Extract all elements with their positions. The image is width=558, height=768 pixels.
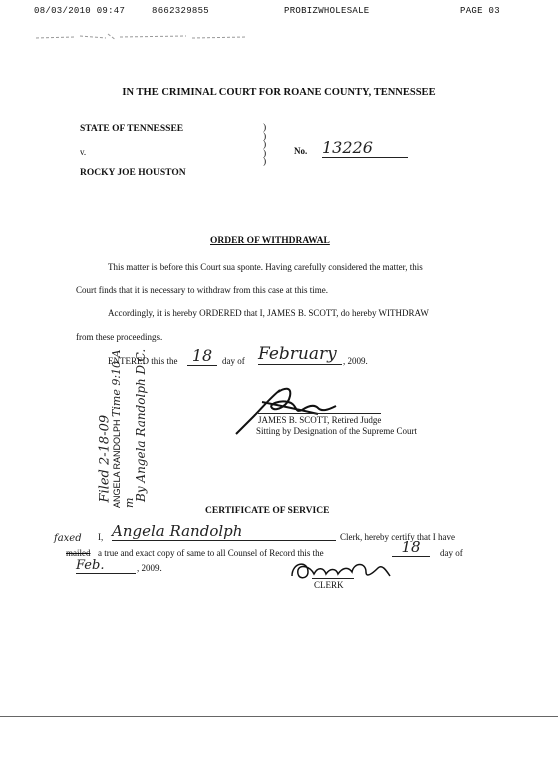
order-para2-line2: from these proceedings. [76,332,163,342]
judge-name: JAMES B. SCOTT, Retired Judge [258,415,382,425]
cert-line2: a true and exact copy of same to all Counsel of Record this the [98,548,324,558]
court-title: IN THE CRIMINAL COURT FOR ROANE COUNTY, TENNESSEE [122,87,436,98]
case-number-value: 13226 [322,138,408,158]
cert-line1-suffix: Clerk, hereby certify that I have [340,532,455,542]
order-para1-line2: Court finds that it is necessary to withdraw from this case at this time. [76,285,328,295]
certificate-heading: CERTIFICATE OF SERVICE [205,506,330,516]
versus-text: v. [80,147,87,157]
cert-clerk-name: Angela Randolph [112,522,336,541]
caption-parens: ) ) ) ) ) [263,123,267,167]
stamp-by: By Angela Randolph D.C. [134,348,148,502]
plaintiff-name: STATE OF TENNESSEE [80,124,184,134]
scan-noise-graphic [36,30,246,44]
entered-prefix: ENTERED this the [108,356,178,366]
cert-month: Feb. [76,558,136,574]
order-heading: ORDER OF WITHDRAWAL [210,236,330,246]
cert-line2-suffix: day of [440,548,463,558]
cert-year: , 2009. [137,563,162,573]
judge-title: Sitting by Designation of the Supreme Court [256,426,417,436]
fax-sender: PROBIZWHOLESALE [284,6,370,16]
stamp-filed: Filed 2-18-09 [97,414,113,503]
entered-month: February [258,344,342,365]
cert-day: 18 [392,538,430,557]
fax-datetime: 08/03/2010 09:47 [34,6,126,16]
defendant-name: ROCKY JOE HOUSTON [80,168,186,178]
order-para1-line1: This matter is before this Court sua sponte. Having carefully considered the matter, this [108,262,423,272]
entered-year: , 2009. [343,356,368,366]
cert-line1-prefix: I, [98,532,104,542]
scan-edge-divider [0,716,558,717]
order-para2-line1: Accordingly, it is hereby ORDERED that I, JAMES B. SCOTT, do hereby WITHDRAW [108,308,429,318]
cert-struck-word: mailed [66,548,91,558]
entered-mid: day of [222,356,245,366]
clerk-label: CLERK [312,578,354,590]
fax-page: PAGE 03 [460,6,500,16]
stamp-clerk: ANGELA RANDOLPH [112,419,122,508]
case-number-label: No. [294,146,308,156]
faxed-note: faxed [54,533,82,544]
entered-day: 18 [187,346,217,366]
stamp-time: Time 9:10 A m [110,349,136,508]
fax-phone: 8662329855 [152,6,210,16]
